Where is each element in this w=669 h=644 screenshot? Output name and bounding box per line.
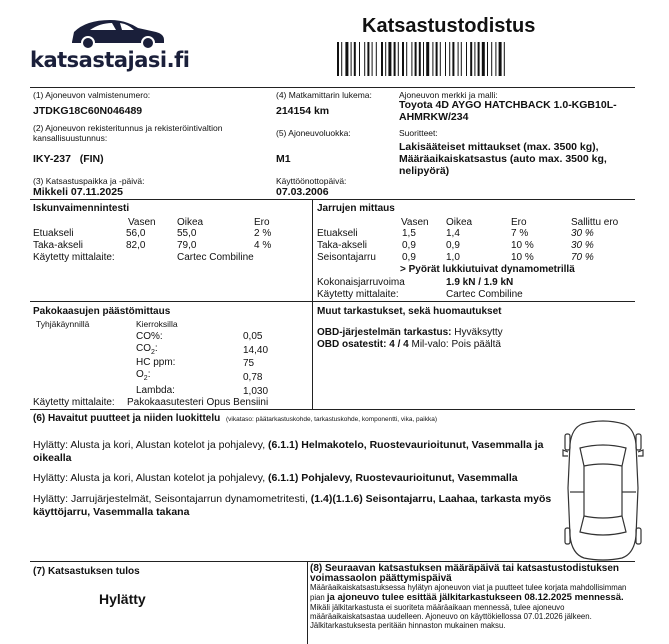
emission-co-value: 0,05 bbox=[243, 331, 263, 342]
brake-row-front-allowed: 30 % bbox=[571, 228, 594, 239]
brake-row-park-left: 0,9 bbox=[402, 252, 416, 263]
brake-row-rear-left: 0,9 bbox=[402, 240, 416, 251]
first-use-value: 07.03.2006 bbox=[276, 186, 329, 198]
brake-row-park-label: Seisontajarru bbox=[317, 252, 376, 263]
emission-hc-value: 75 bbox=[243, 358, 255, 369]
shock-col-left: Vasen bbox=[128, 217, 156, 228]
shock-row-rear-diff: 4 % bbox=[254, 240, 272, 251]
emissions-device-label: Käytetty mittalaite: bbox=[33, 397, 115, 408]
brake-row-front-diff: 7 % bbox=[511, 228, 529, 239]
shock-col-right: Oikea bbox=[177, 217, 204, 228]
emission-hc-label: HC ppm: bbox=[136, 357, 176, 368]
shock-row-rear-left: 82,0 bbox=[126, 240, 146, 251]
brake-row-front-label: Etuakseli bbox=[317, 228, 358, 239]
shock-test-title: Iskunvaimennintesti bbox=[33, 203, 130, 214]
shock-row-rear-right: 79,0 bbox=[177, 240, 197, 251]
brake-col-allowed: Sallittu ero bbox=[571, 217, 619, 228]
shock-row-rear-label: Taka-akseli bbox=[33, 240, 84, 251]
first-use-label: Käyttöönottopäivä: bbox=[276, 176, 347, 186]
emissions-title: Pakokaasujen päästömittaus bbox=[33, 306, 171, 317]
emission-co2-value: 14,40 bbox=[243, 345, 269, 356]
brake-row-rear-diff: 10 % bbox=[511, 240, 534, 251]
emission-o2-value: 0,78 bbox=[243, 372, 263, 383]
emissions-idle-label: Tyhjäkäynnillä bbox=[36, 319, 90, 329]
odometer-value: 214154 km bbox=[276, 105, 330, 117]
inspection-place-label: (3) Katsastuspaikka ja -päivä: bbox=[33, 176, 145, 186]
result-title: (7) Katsastuksen tulos bbox=[33, 566, 140, 577]
emission-o2-label: $O_2$: bbox=[136, 369, 151, 382]
next-inspection-title: (8) Seuraavan katsastuksen määräpäivä tai katsastustodistuksen voimassaolon päättymispäivä bbox=[310, 563, 620, 584]
vin-label: (1) Ajoneuvon valmistenumero: bbox=[33, 90, 151, 100]
car-diagram-icon bbox=[562, 418, 644, 562]
defect-item: Hylätty: Alusta ja kori, Alustan kotelot ja pohjalevy, (6.1.1) Pohjalevy, Ruostevaurioitunut, Vasemmalla bbox=[33, 472, 518, 484]
brake-note: > Pyörät lukkiutuivat dynamometrillä bbox=[400, 264, 575, 275]
car-logo-icon bbox=[30, 14, 190, 50]
other-checks-title: Muut tarkastukset, sekä huomautukset bbox=[317, 306, 502, 317]
brake-device-label: Käytetty mittalaite: bbox=[317, 289, 399, 300]
vin-value: JTDKG18C60N046489 bbox=[33, 105, 143, 117]
emission-lambda-value: 1,030 bbox=[243, 386, 269, 397]
brake-total-label: Kokonaisjarruvoima bbox=[317, 277, 405, 288]
brake-test-title: Jarrujen mittaus bbox=[317, 203, 395, 214]
emissions-device-value: Pakokaasutesteri Opus Bensiini bbox=[127, 397, 269, 408]
make-model-label: Ajoneuvon merkki ja malli: bbox=[399, 90, 498, 100]
logo[interactable] bbox=[30, 14, 190, 72]
brake-total-value: 1.9 kN / 1.9 kN bbox=[446, 277, 514, 288]
brake-col-right: Oikea bbox=[446, 217, 473, 228]
brake-col-left: Vasen bbox=[401, 217, 429, 228]
vehicle-class-value: M1 bbox=[276, 153, 291, 165]
document-title: Katsastustodistus bbox=[362, 15, 536, 37]
vehicle-class-label: (5) Ajoneuvoluokka: bbox=[276, 128, 351, 138]
obd-subtests: OBD osatestit: 4 / 4 Mil-valo: Pois päältä bbox=[317, 339, 501, 350]
emission-co-label: CO%: bbox=[136, 331, 163, 342]
defect-item: Hylätty: Jarrujärjestelmät, Seisontajarrun dynamometritesti, (1.4)(1.1.6) Seisontajarru, Laahaa, tarkasta myös käyttöjarru, Vasemmalla takana bbox=[33, 493, 552, 518]
performed-label: Suoritteet: bbox=[399, 128, 438, 138]
defects-header: (6) Havaitut puutteet ja niiden luokittelu (vikataso: päätarkastuskohde, tarkastuskohde, komponentti, vika, paikka) bbox=[33, 413, 438, 424]
make-model-value: Toyota 4D AYGO HATCHBACK 1.0-KGB10L-AHMRKW/234 bbox=[399, 99, 617, 124]
result-value: Hylätty bbox=[99, 591, 146, 607]
defect-item: Hylätty: Alusta ja kori, Alustan kotelot ja pohjalevy, (6.1.1) Helmakotelo, Ruostevaurioitunut, Vasemmalla ja oikealla bbox=[33, 439, 544, 464]
brake-device-value: Cartec Combiline bbox=[446, 289, 523, 300]
shock-device-value: Cartec Combiline bbox=[177, 252, 254, 263]
brake-row-park-allowed: 70 % bbox=[571, 252, 594, 263]
brake-row-front-left: 1,5 bbox=[402, 228, 416, 239]
shock-row-front-left: 56,0 bbox=[126, 228, 146, 239]
obd-check: OBD-järjestelmän tarkastus: Hyväksytty bbox=[317, 327, 503, 338]
registration-value: IKY-237 (FIN) bbox=[33, 153, 104, 165]
next-inspection-text: Määräaikaiskatsastuksessa hylätyn ajoneuvon viat ja puutteet tulee korjata mahdollisimman pian ja ajoneuvo tulee esittää jälkitarkastukseen 08.12.2025 mennessä. Mikäli jälkitarkastusta ei suoriteta määräaikaan mennessä, tulee ajoneuvo määräaikaiskatsastaa uudelleen. Ajoneuvo on käyttökiellossa 07.01.2026 jälkeen. Jälkitarkastuksesta peritään hinnaston mukainen maksu. bbox=[310, 583, 627, 630]
brake-col-diff: Ero bbox=[511, 217, 527, 228]
emissions-rpm-label: Kierroksilla bbox=[136, 319, 178, 329]
emission-lambda-label: Lambda: bbox=[136, 385, 175, 396]
barcode bbox=[337, 42, 557, 76]
brake-row-park-diff: 10 % bbox=[511, 252, 534, 263]
brake-row-front-right: 1,4 bbox=[446, 228, 460, 239]
shock-row-front-diff: 2 % bbox=[254, 228, 272, 239]
brake-row-park-right: 1,0 bbox=[446, 252, 460, 263]
shock-row-front-label: Etuakseli bbox=[33, 228, 74, 239]
shock-device-label: Käytetty mittalaite: bbox=[33, 252, 115, 263]
inspection-place-value: Mikkeli 07.11.2025 bbox=[33, 186, 123, 198]
shock-col-diff: Ero bbox=[254, 217, 270, 228]
brake-row-rear-label: Taka-akseli bbox=[317, 240, 368, 251]
emission-co2-label: $CO_2$: bbox=[136, 343, 158, 356]
registration-label: (2) Ajoneuvon rekisteritunnus ja rekisteröintivaltion kansallisuustunnus: bbox=[33, 123, 223, 143]
performed-value: Lakisääteiset mittaukset (max. 3500 kg), Määräaikaiskatsastus (auto max. 3500 kg, nelipyörä) bbox=[399, 141, 607, 178]
brake-row-rear-allowed: 30 % bbox=[571, 240, 594, 251]
shock-row-front-right: 55,0 bbox=[177, 228, 197, 239]
odometer-label: (4) Matkamittarin lukema: bbox=[276, 90, 372, 100]
logo-text: katsastajasi.fi bbox=[30, 48, 190, 72]
brake-row-rear-right: 0,9 bbox=[446, 240, 460, 251]
